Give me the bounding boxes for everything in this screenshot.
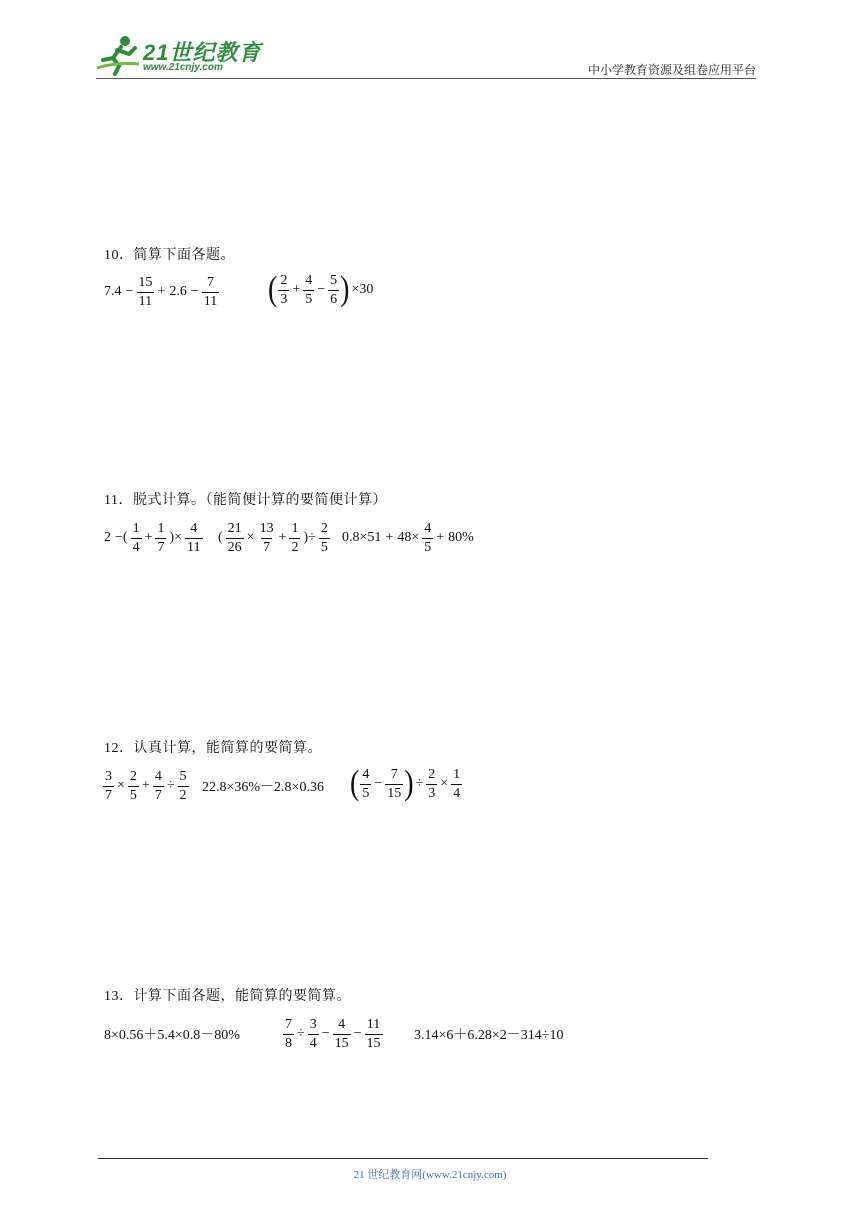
expr-term: ×30 [351, 282, 374, 297]
fraction [202, 276, 219, 309]
fraction-numerator: 2 [129, 768, 137, 784]
fraction-numerator: 4 [305, 272, 313, 288]
logo-text: 21世纪教育 [143, 40, 262, 65]
expr-term: − [190, 284, 199, 299]
q13-expression-3 [412, 1012, 565, 1056]
expr-term: + [385, 530, 394, 545]
big-parenthesis: ) [404, 764, 414, 803]
question-13-title: 13．计算下面各题，能简算的要简算。 [104, 989, 351, 1004]
expr-term: ÷ [166, 778, 175, 793]
fraction-numerator: 1 [291, 520, 299, 536]
question-12-title: 12．认真计算，能简算的要简算。 [104, 741, 322, 756]
fraction-numerator: 1 [132, 520, 140, 536]
runner-logo-icon [95, 34, 143, 76]
expr-term: − [321, 1026, 330, 1041]
fraction-numerator: 15 [138, 274, 153, 290]
fraction-numerator: 2 [320, 520, 328, 536]
fraction [283, 1018, 294, 1051]
expr-term: × [117, 778, 125, 793]
fraction-numerator: 1 [157, 520, 165, 536]
expr-term: 22.8×36%－2.8×0.36 [202, 780, 324, 795]
fraction [226, 522, 244, 555]
question-11-title: 11．脱式计算。（能简便计算的要简便计算） [104, 493, 387, 508]
q12-expression-2 [200, 764, 326, 808]
fraction-denominator: 6 [330, 291, 338, 307]
expr-term: − [125, 284, 134, 299]
q10-expression-2 [268, 268, 375, 312]
fraction [155, 522, 166, 555]
fraction-denominator: 5 [305, 291, 313, 307]
expr-term: + [144, 530, 153, 545]
q11-expression-2 [216, 516, 331, 560]
q10-expression-1 [102, 270, 220, 314]
q12-expression-3 [350, 762, 463, 806]
expr-term: 2.6 [169, 284, 187, 299]
expr-term: )× [169, 530, 183, 545]
fraction [308, 1018, 319, 1051]
q12-expression-1 [102, 764, 190, 808]
fraction [303, 274, 314, 307]
fraction-denominator: 5 [320, 539, 328, 555]
fraction-denominator: 4 [132, 539, 140, 555]
expr-term: 0.8×51 [342, 530, 382, 545]
fraction-numerator: 4 [154, 768, 162, 784]
expr-term: + [141, 778, 150, 793]
expr-term: + [157, 284, 166, 299]
fraction-denominator: 11 [203, 293, 218, 309]
expr-term: + [436, 530, 445, 545]
expr-term: 3.14×6＋6.28×2－314÷10 [414, 1028, 564, 1043]
fraction-denominator: 5 [129, 787, 137, 803]
expr-term: 2 [104, 530, 111, 545]
q13-expression-2 [282, 1012, 384, 1056]
fraction [333, 1018, 351, 1051]
fraction-denominator: 2 [291, 539, 299, 555]
fraction [128, 770, 139, 803]
fraction-denominator: 15 [387, 785, 402, 801]
fraction-numerator: 4 [338, 1016, 346, 1032]
fraction [278, 274, 289, 307]
fraction-numerator: 1 [453, 766, 461, 782]
fraction [136, 276, 154, 309]
fraction-denominator: 7 [105, 787, 112, 803]
expr-term: × [440, 776, 449, 791]
q11-expression-1 [102, 516, 204, 560]
expr-term: −( [115, 530, 128, 545]
fraction-denominator: 4 [309, 1035, 317, 1051]
fraction-denominator: 15 [334, 1035, 349, 1051]
expr-term: 7.4 [104, 284, 122, 299]
fraction-numerator: 13 [259, 520, 274, 536]
expr-term: + [292, 282, 301, 297]
footer-link[interactable]: 21 世纪教育网(www.21cnjy.com) [353, 1169, 507, 1181]
fraction [289, 522, 300, 555]
fraction-numerator: 2 [280, 272, 288, 288]
fraction-numerator: 3 [309, 1016, 317, 1032]
fraction-denominator: 15 [366, 1035, 381, 1051]
question-10-title: 10．简算下面各题。 [104, 248, 235, 263]
fraction-denominator: 8 [285, 1035, 292, 1051]
fraction [258, 522, 276, 555]
fraction [422, 522, 433, 555]
expr-term: )÷ [303, 530, 316, 545]
fraction-numerator: 11 [366, 1016, 381, 1032]
fraction-numerator: 3 [105, 768, 112, 784]
fraction-numerator: 7 [390, 766, 398, 782]
fraction-denominator: 4 [453, 785, 461, 801]
expr-term: × [246, 530, 255, 545]
fraction-denominator: 5 [424, 539, 432, 555]
fraction-numerator: 5 [330, 272, 338, 288]
expr-term: 48× [397, 530, 420, 545]
fraction [426, 768, 437, 801]
expr-term: ÷ [415, 776, 424, 791]
fraction-numerator: 4 [424, 520, 432, 536]
fraction-numerator: 7 [285, 1016, 292, 1032]
fraction [178, 770, 189, 803]
big-parenthesis: ( [268, 270, 278, 309]
expr-term: − [353, 1026, 362, 1041]
fraction [451, 768, 462, 801]
expr-term: 8×0.56＋5.4×0.8－80% [104, 1028, 240, 1043]
fraction-denominator: 11 [138, 293, 153, 309]
fraction-denominator: 3 [280, 291, 288, 307]
header-divider [96, 78, 756, 79]
q11-expression-3 [340, 516, 476, 560]
big-parenthesis: ( [350, 764, 360, 803]
fraction-denominator: 7 [154, 787, 162, 803]
logo-url: www.21cnjy.com [143, 62, 223, 73]
fraction [360, 768, 371, 801]
fraction [185, 522, 202, 555]
fraction [153, 770, 164, 803]
fraction-numerator: 7 [206, 274, 214, 290]
fraction-numerator: 4 [362, 766, 370, 782]
fraction-numerator: 21 [227, 520, 242, 536]
expr-term: 80% [448, 530, 474, 545]
fraction [328, 274, 339, 307]
fraction [131, 522, 142, 555]
expr-term: − [317, 282, 326, 297]
fraction-denominator: 5 [362, 785, 370, 801]
fraction-denominator: 11 [187, 539, 201, 555]
q13-expression-1 [102, 1012, 242, 1056]
fraction [319, 522, 330, 555]
footer-divider [98, 1158, 708, 1159]
fraction [103, 770, 114, 803]
fraction-denominator: 3 [428, 785, 436, 801]
fraction-numerator: 4 [190, 520, 198, 536]
site-logo [95, 34, 265, 76]
big-parenthesis: ) [340, 270, 350, 309]
fraction [385, 768, 403, 801]
expr-term: ( [218, 530, 223, 545]
header-platform-text: 中小学教育资源及组卷应用平台 [587, 63, 756, 77]
fraction [365, 1018, 383, 1051]
expr-term: ÷ [297, 1026, 305, 1041]
fraction-numerator: 5 [179, 768, 187, 784]
expr-term: + [278, 530, 287, 545]
fraction-numerator: 2 [428, 766, 436, 782]
fraction-denominator: 2 [179, 787, 187, 803]
fraction-denominator: 7 [157, 539, 165, 555]
expr-term: − [374, 776, 383, 791]
fraction-denominator: 7 [263, 539, 271, 555]
fraction-denominator: 26 [227, 539, 242, 555]
